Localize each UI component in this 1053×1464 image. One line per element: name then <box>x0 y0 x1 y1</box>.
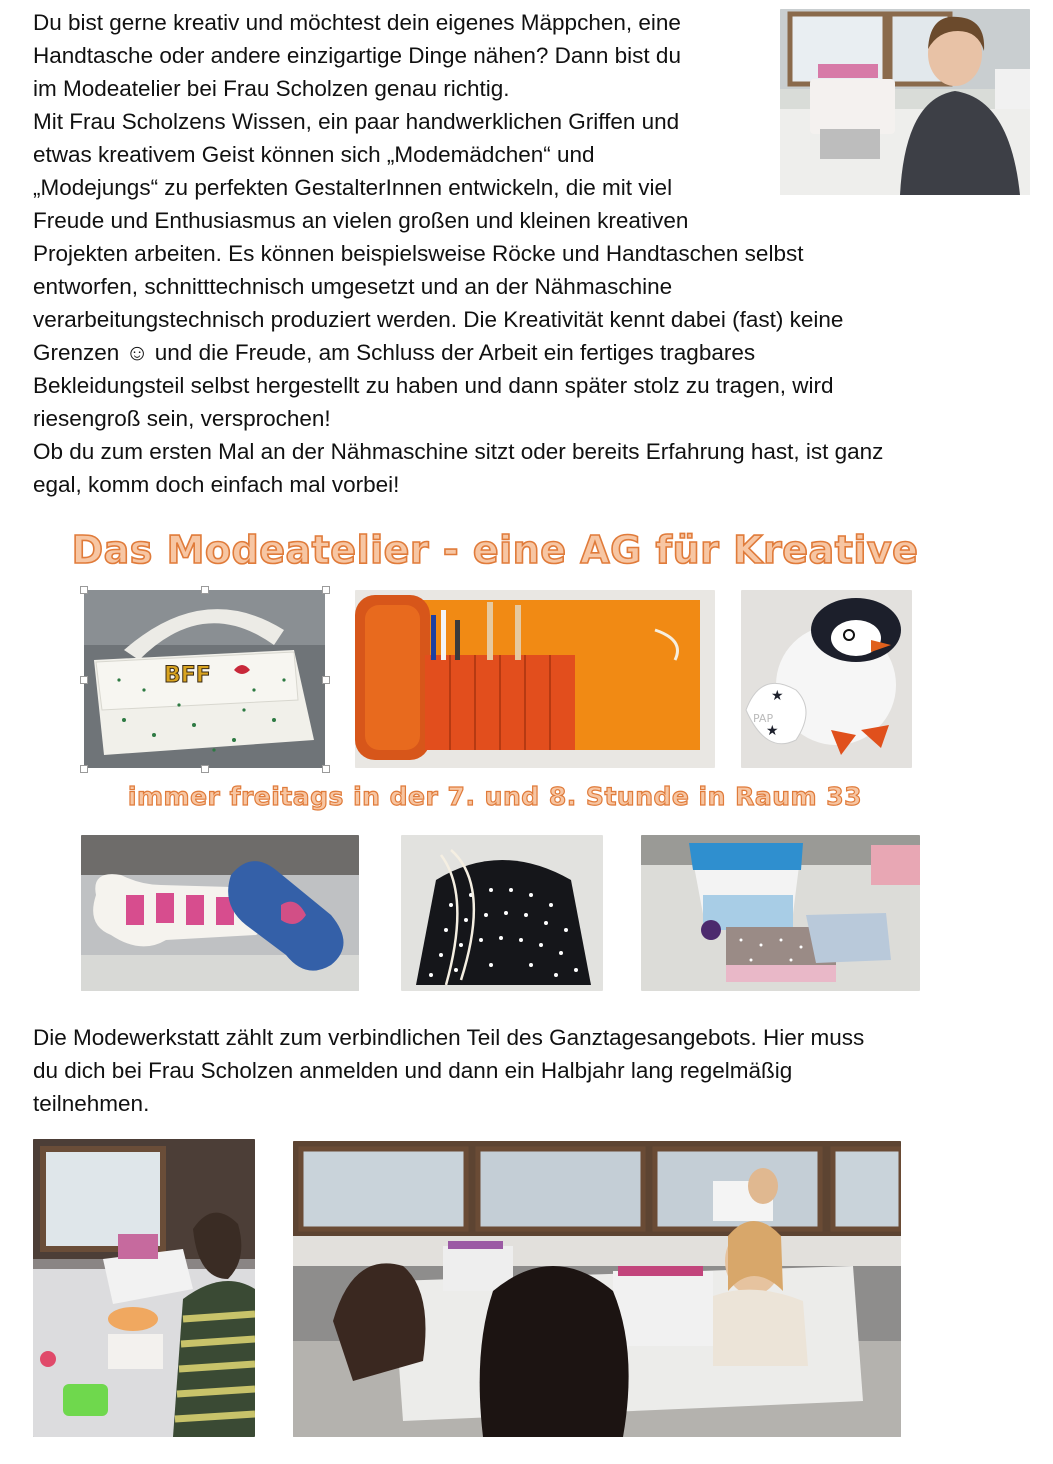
photo-bone-pillows <box>81 835 359 991</box>
photo-girl-sewing <box>33 1139 255 1437</box>
intro-line: Ob du zum ersten Mal an der Nähmaschine sitzt oder bereits Erfahrung hast, ist ganz <box>33 439 884 464</box>
photo-penguin <box>741 590 912 768</box>
photo-boy-sewing <box>780 9 1030 195</box>
intro-line: Bekleidungsteil selbst hergestellt zu haben und dann später stolz zu tragen, wird <box>33 373 834 398</box>
photo-bff-bag <box>84 590 325 768</box>
bag-lettering: BFF <box>164 663 211 688</box>
outro-line: Die Modewerkstatt zählt zum verbindlichen Teil des Ganztagesangebots. Hier muss <box>33 1025 865 1050</box>
outro-line: teilnehmen. <box>33 1091 150 1116</box>
intro-line: egal, komm doch einfach mal vorbei! <box>33 472 400 497</box>
photo-drawstring-bag <box>401 835 603 991</box>
photo-fabric-basket <box>641 835 920 991</box>
schedule-text: immer freitags in der 7. und 8. Stunde in Raum 33 <box>127 782 863 811</box>
intro-line: riesengroß sein, versprochen! <box>33 406 331 431</box>
intro-line: Freude und Enthusiasmus an vielen großen und kleinen kreativen <box>33 208 689 233</box>
banner-title: Das Modeatelier - eine AG für Kreative <box>71 528 919 572</box>
photo-pencil-roll <box>355 590 715 768</box>
penguin-lettering: PAP <box>753 712 774 725</box>
intro-line: verarbeitungstechnisch produziert werden. Die Kreativität kennt dabei (fast) keine <box>33 307 844 332</box>
photo-classroom-sewing <box>293 1141 901 1437</box>
svg-text:★: ★ <box>771 687 784 703</box>
intro-line: etwas kreativem Geist können sich „Modemädchen“ und <box>33 142 595 167</box>
intro-line: Mit Frau Scholzens Wissen, ein paar handwerklichen Griffen und <box>33 109 680 134</box>
intro-paragraph <box>33 6 883 501</box>
intro-line: Handtasche oder andere einzigartige Dinge nähen? Dann bist du <box>33 43 681 68</box>
svg-text:★: ★ <box>766 722 779 738</box>
intro-line: Grenzen ☺ und die Freude, am Schluss der Arbeit ein fertiges tragbares <box>33 340 756 365</box>
intro-line: im Modeatelier bei Frau Scholzen genau richtig. <box>33 76 510 101</box>
intro-line: Projekten arbeiten. Es können beispielsweise Röcke und Handtaschen selbst <box>33 241 804 266</box>
intro-line: „Modejungs“ zu perfekten GestalterInnen entwickeln, die mit viel <box>33 175 673 200</box>
intro-line: entworfen, schnitttechnisch umgesetzt und an der Nähmaschine <box>33 274 673 299</box>
outro-line: du dich bei Frau Scholzen anmelden und dann ein Halbjahr lang regelmäßig <box>33 1058 793 1083</box>
outro-paragraph <box>33 1021 864 1120</box>
intro-line: Du bist gerne kreativ und möchtest dein eigenes Mäppchen, eine <box>33 10 681 35</box>
